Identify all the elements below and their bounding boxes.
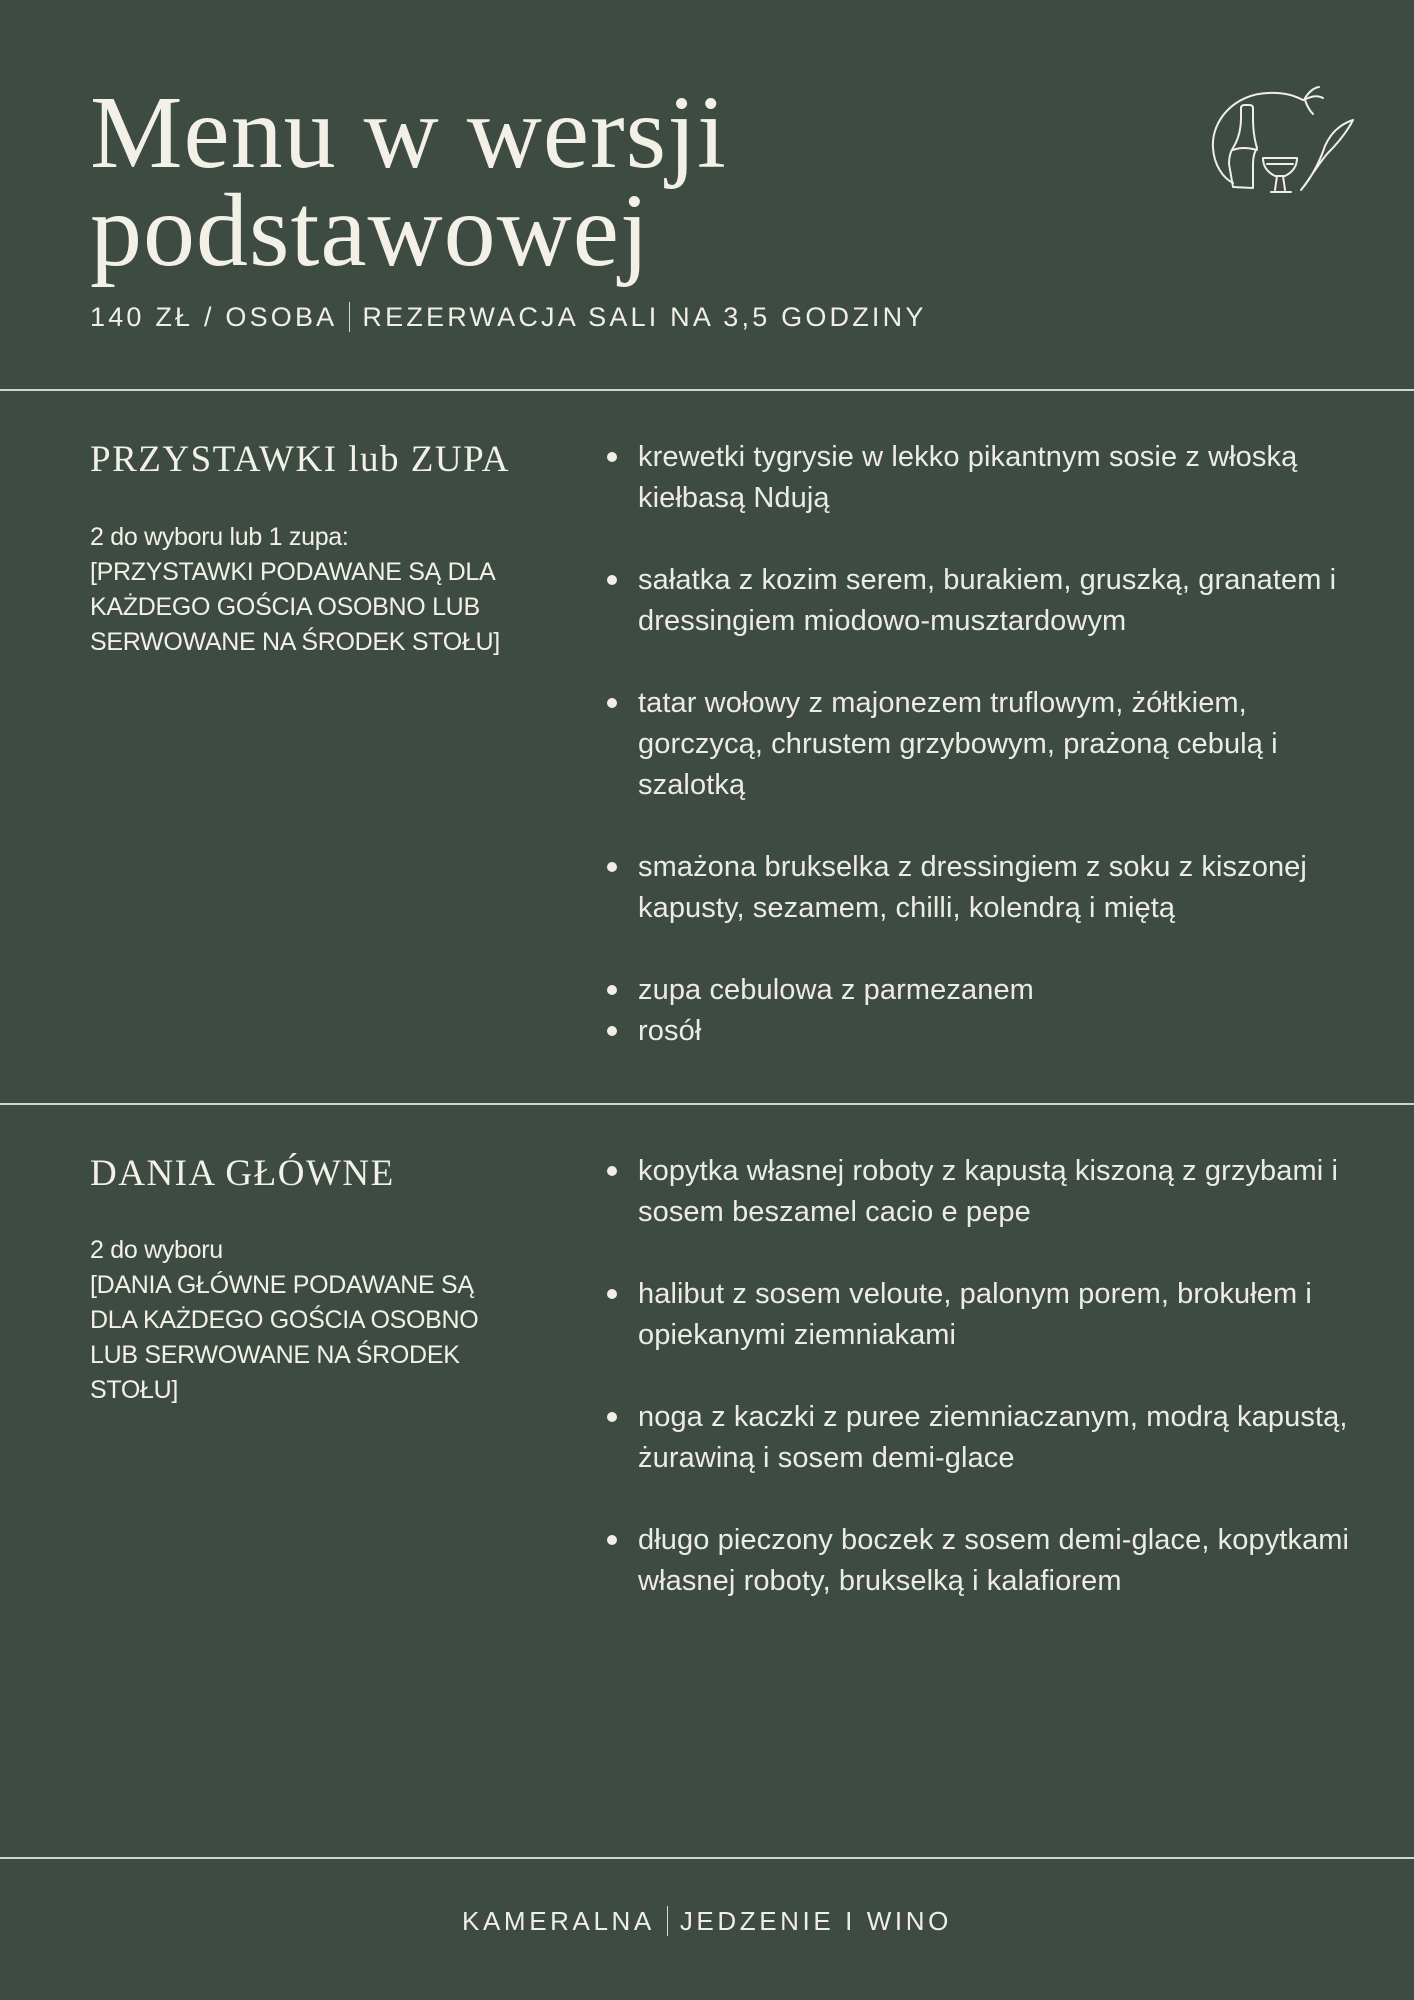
- bullet-icon: [607, 1166, 617, 1176]
- list-item: długo pieczony boczek z sosem demi-glace, kopytkami własnej roboty, brukselką i kalafiorem: [600, 1520, 1370, 1602]
- section-note-main-courses: [90, 1233, 490, 1408]
- price-per-person: 140 ZŁ / OSOBA: [90, 302, 338, 332]
- divider-top: [0, 389, 1414, 391]
- bullet-icon: [607, 575, 617, 585]
- footer-tagline: JEDZENIE I WINO: [679, 1906, 952, 1936]
- bullet-icon: [607, 1289, 617, 1299]
- list-item: kopytka własnej roboty z kapustą kiszoną z grzybami i sosem beszamel cacio e pepe: [600, 1151, 1370, 1233]
- bullet-icon: [607, 985, 617, 995]
- separator: [349, 302, 350, 332]
- list-item: zupa cebulowa z parmezanem: [600, 970, 1370, 1011]
- bullet-icon: [607, 1412, 617, 1422]
- footer: [0, 1906, 1414, 1937]
- list-item: smażona brukselka z dressingiem z soku z kiszonej kapusty, sezamem, chilli, kolendrą i miętą: [600, 847, 1370, 929]
- list-item: sałatka z kozim serem, burakiem, gruszką, granatem i dressingiem miodowo-musztardowym: [600, 560, 1370, 642]
- subtitle: [90, 302, 927, 333]
- bullet-icon: [607, 1026, 617, 1036]
- reservation-info: REZERWACJA SALI NA 3,5 GODZINY: [362, 302, 927, 332]
- list-item: tatar wołowy z majonezem truflowym, żółtkiem, gorczycą, chrustem grzybowym, prażoną cebulą i szalotką: [600, 683, 1370, 806]
- title-line-2: podstawowej: [90, 173, 650, 288]
- list-item: halibut z sosem veloute, palonym porem, brokułem i opiekanymi ziemniakami: [600, 1274, 1370, 1356]
- footer-brand: KAMERALNA: [462, 1906, 655, 1936]
- wine-bottle-glass-leaf-logo-icon: [1205, 80, 1355, 200]
- bullet-icon: [607, 698, 617, 708]
- title-line-1: Menu w wersji: [90, 75, 727, 190]
- bullet-icon: [607, 1535, 617, 1545]
- divider-bottom: [0, 1857, 1414, 1859]
- list-item: noga z kaczki z puree ziemniaczanym, modrą kapustą, żurawiną i sosem demi-glace: [600, 1397, 1370, 1479]
- choice-rule: 2 do wyboru: [90, 1236, 223, 1264]
- main-courses-list: [600, 1151, 1370, 1602]
- section-title-appetizers: PRZYSTAWKI lub ZUPA: [90, 439, 511, 480]
- separator: [667, 1906, 668, 1936]
- section-title-main-courses: DANIA GŁÓWNE: [90, 1153, 395, 1194]
- bullet-icon: [607, 452, 617, 462]
- choice-rule: 2 do wyboru lub 1 zupa:: [90, 523, 349, 551]
- page-title: [90, 75, 727, 288]
- list-item: rosół: [600, 1011, 1370, 1052]
- appetizers-list: [600, 437, 1370, 1052]
- list-item: krewetki tygrysie w lekko pikantnym sosie z włoską kiełbasą Ndują: [600, 437, 1370, 519]
- serving-note: [PRZYSTAWKI PODAWANE SĄ DLA KAŻDEGO GOŚCIA OSOBNO LUB SERWOWANE NA ŚRODEK STOŁU]: [90, 558, 500, 656]
- serving-note: [DANIA GŁÓWNE PODAWANE SĄ DLA KAŻDEGO GOŚCIA OSOBNO LUB SERWOWANE NA ŚRODEK STOŁU]: [90, 1271, 479, 1404]
- bullet-icon: [607, 862, 617, 872]
- divider-middle: [0, 1103, 1414, 1105]
- section-note-appetizers: [90, 520, 510, 660]
